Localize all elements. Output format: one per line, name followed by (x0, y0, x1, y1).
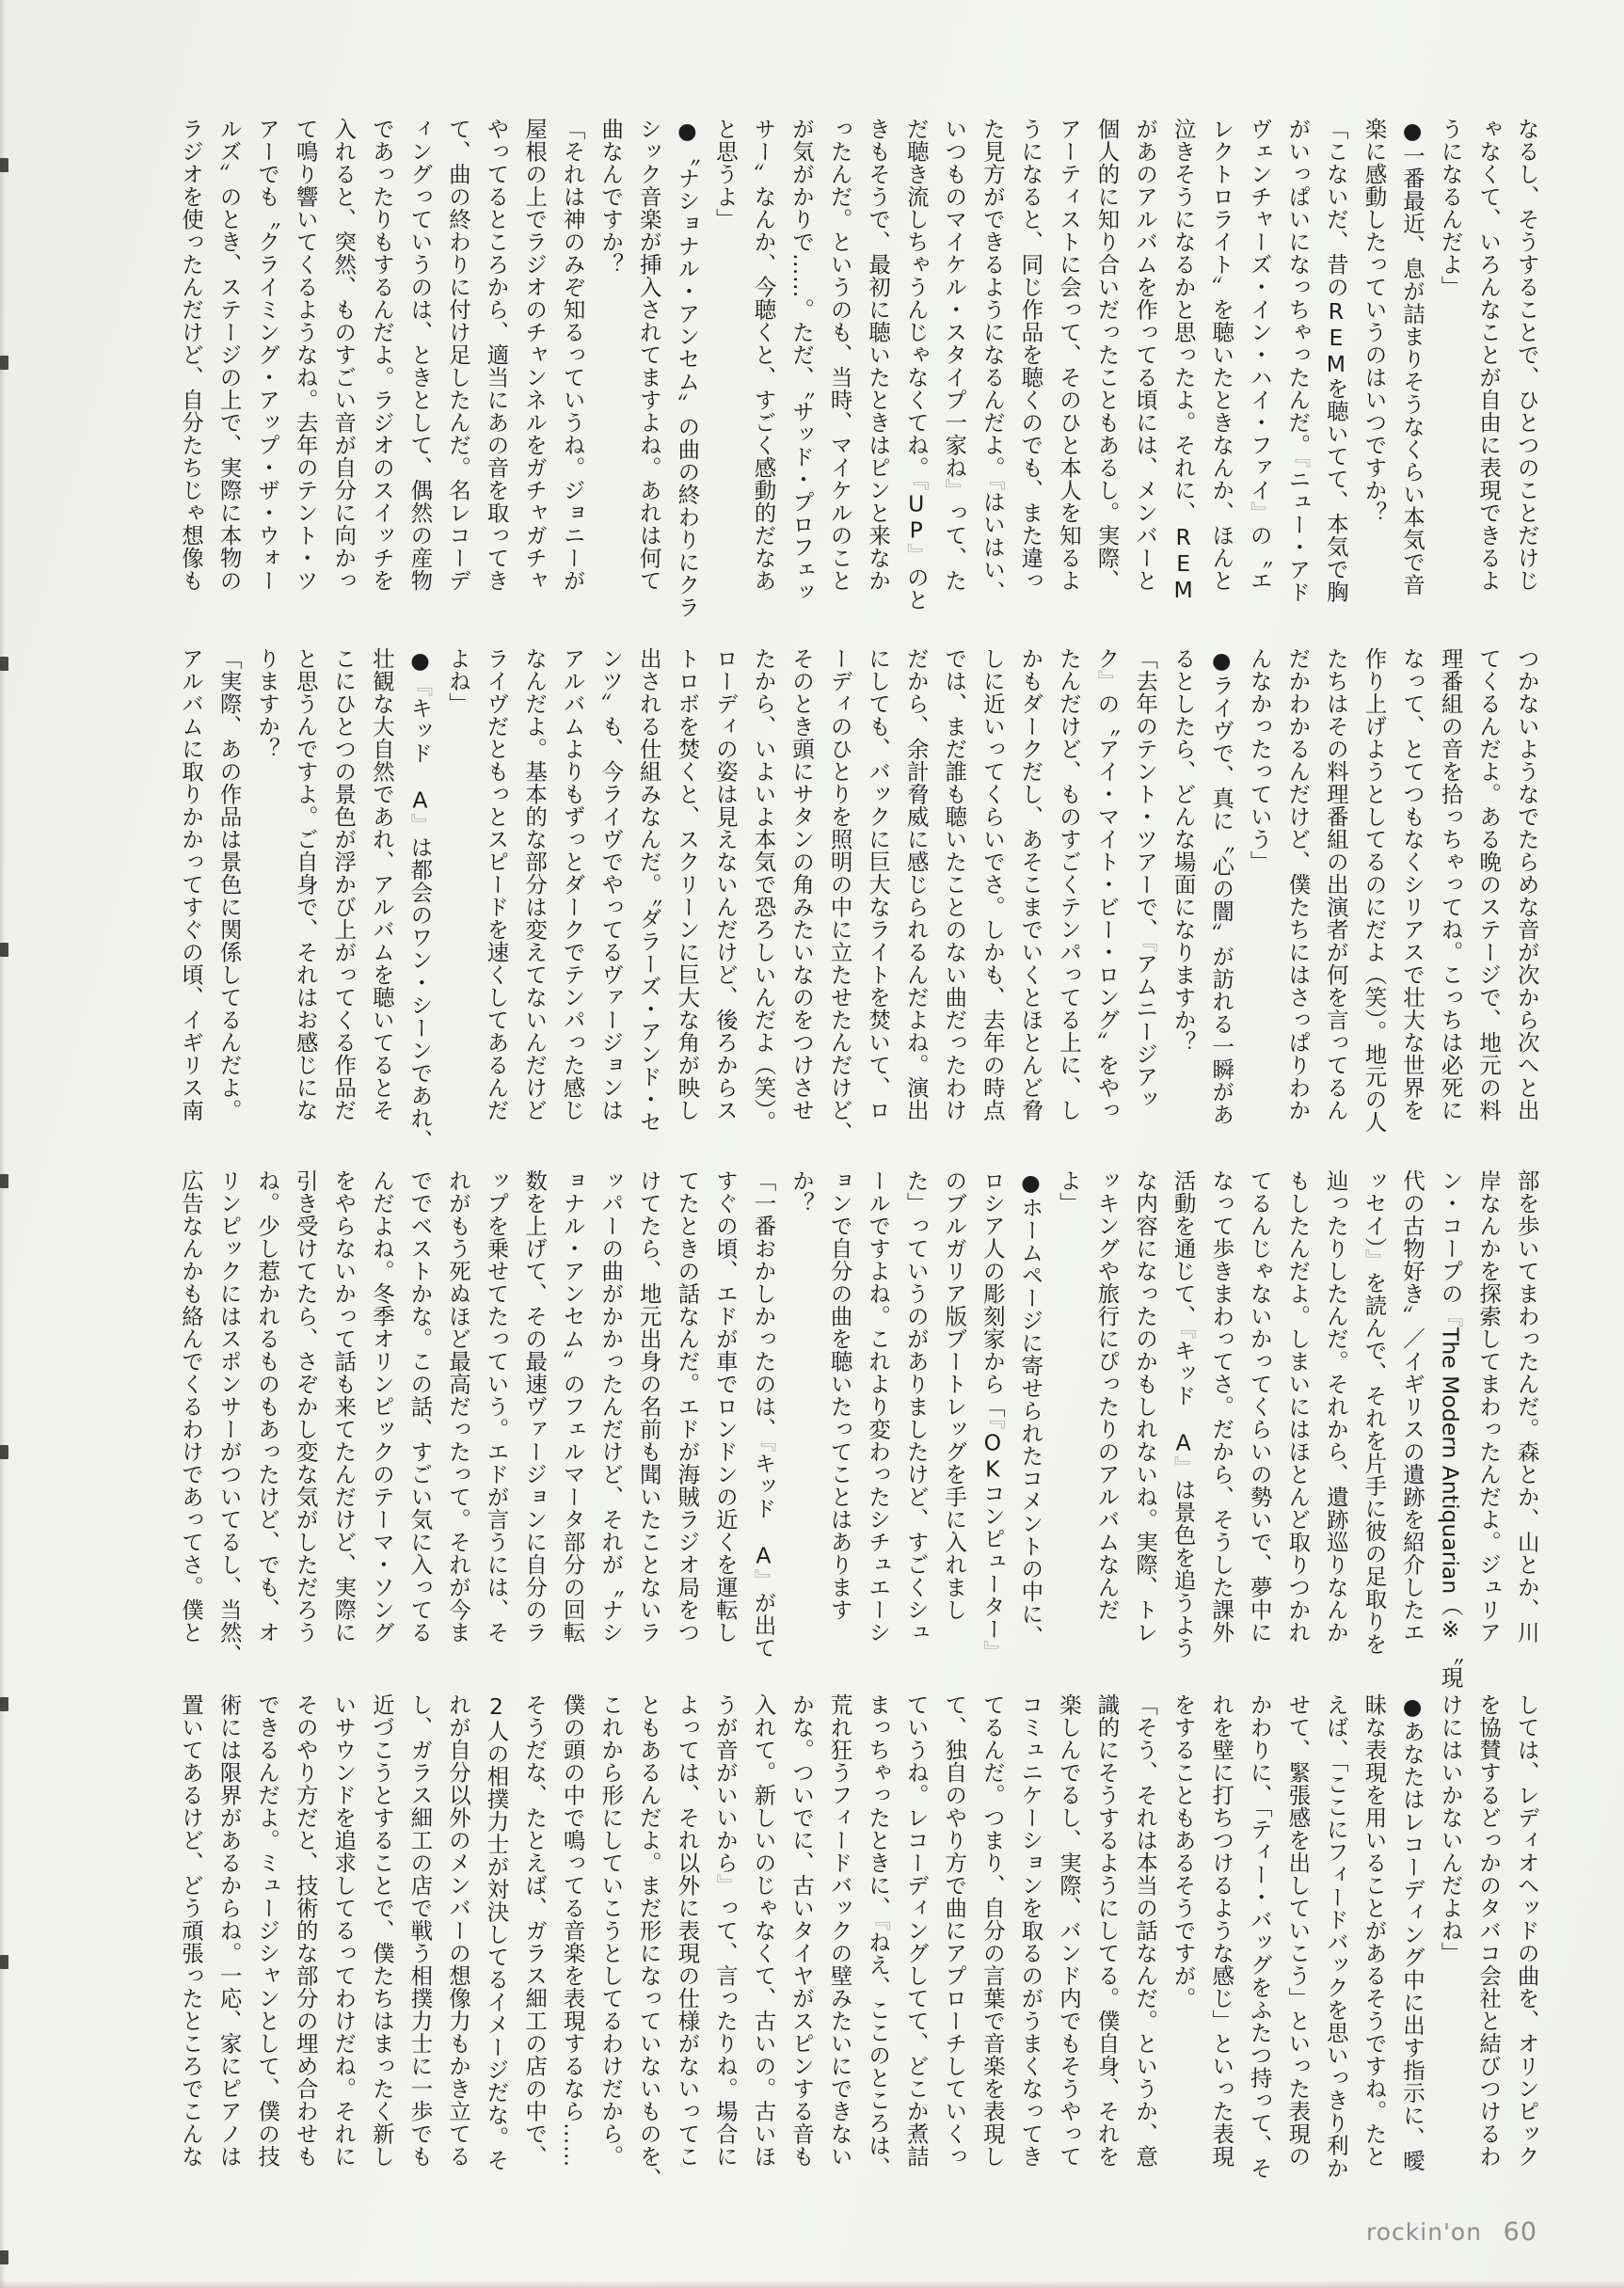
text-column: 出される仕組みなんだ。〝ダラーズ・アンド・セ (635, 647, 662, 1134)
text-column: ●ホームページに寄せられたコメントの中に、 (1017, 1169, 1044, 1648)
scan-edge-mark (0, 657, 8, 671)
text-column: がいっぱいになっちゃったんだ。『ニュー・アド (1284, 118, 1312, 604)
text-column: そのやり方だと、技術的な部分の埋め合わせも (292, 1693, 319, 2168)
text-column: 曲なんですか？ (597, 118, 625, 276)
scan-edge-mark (0, 158, 8, 172)
text-column: そのとき頭にサタンの角みたいなのをつけさせ (788, 647, 815, 1121)
text-column: けてたら、地元出身の名前も聞いたことないラ (635, 1169, 662, 1644)
text-column: れがもう死ぬほど最高だったって。それが今ま (444, 1169, 471, 1644)
text-column: りますか？ (254, 647, 281, 760)
text-column: ップを乗せてたっていう。エドが言うには、そ (483, 1169, 510, 1644)
text-column: ンツ〟も、今ライヴでやってるヴァージョンは (597, 647, 625, 1121)
text-column: ででベストかな。この話、すごい気に入ってる (406, 1169, 434, 1644)
scan-bottom-edge (0, 2280, 1624, 2288)
text-column: だから、余計脅威に感じられるんだよね。演出 (902, 647, 930, 1121)
text-column: 数を上げて、その最速ヴァージョンに自分のラ (521, 1169, 549, 1644)
text-column: 「実際、あの作品は景色に関係してるんだよ。 (215, 647, 243, 1121)
text-band-1 (178, 118, 1540, 619)
text-column: せて、緊張感を出していこう」といった表現の (1284, 1693, 1312, 2168)
text-column: 部を歩いてまわったんだ。森とか、山とか、川 (1513, 1169, 1540, 1644)
scan-edge-mark (0, 2250, 8, 2264)
text-column: ッセイ）』を読んで、それを片手に彼の足取りを (1361, 1169, 1388, 1656)
text-column: ルズ〟のとき、ステージの上で、実際に本物の (215, 118, 243, 592)
text-column: もしたんだよ。しまいにはほとんど取りつかれ (1284, 1169, 1312, 1644)
text-column: てたときの話なんだ。エドが海賊ラジオ局をつ (674, 1169, 701, 1644)
text-column: たから、いよいよ本気で恐ろしいんだよ（笑）。 (750, 647, 777, 1134)
text-column: ●ライヴで、真に〝心の闇〟が訪れる一瞬があ (1208, 647, 1235, 1126)
text-column: 作り上げようとしてるのにだよ（笑）。地元の人 (1361, 647, 1388, 1134)
scan-edge-mark (0, 1445, 8, 1459)
text-column: 辿ったりしたんだ。それから、遺跡巡りなんか (1322, 1169, 1349, 1644)
text-column: ールですよね。これより変わったシチュエーシ (865, 1169, 892, 1644)
text-column: よね」 (444, 647, 471, 715)
text-column: たんだけど、ものすごくテンパってる上に、し (1055, 647, 1082, 1121)
text-column: であったりもするんだよ。ラジオのスイッチを (368, 118, 395, 592)
text-column: ク』の〝アイ・マイト・ビー・ロング〟をやっ (1093, 647, 1121, 1121)
text-column: アルバムよりもずっとダークでテンパった感じ (559, 647, 586, 1121)
text-column: シック音楽が挿入されてますよね。あれは何て (635, 118, 662, 592)
text-column: て、独自のやり方で曲にアプローチしていくっ (941, 1693, 968, 2168)
text-column: よ」 (1055, 1169, 1082, 1215)
text-column: か？ (788, 1169, 815, 1215)
text-column: サー〟なんか、今聴くと、すごく感動的だなあ (750, 118, 777, 592)
text-column: まっちゃったときに、『ねえ、ここのところは、 (865, 1693, 892, 2180)
text-column: のブルガリア版ブートレッグを手に入れまし (941, 1169, 968, 1621)
text-column: ーディのひとりを照明の中に立たせたんだけど、 (826, 647, 853, 1144)
text-column: てるんだ。つまり、自分の言葉で音楽を表現し (979, 1693, 1006, 2168)
text-column: ローディの姿は見えないんだけど、後ろからス (711, 647, 739, 1121)
text-column: ●〝ナショナル・アンセム〟の曲の終わりにクラ (674, 118, 701, 619)
text-column: ョンで自分の曲を聴いたってことはあります (826, 1169, 853, 1621)
text-column: が気がかりで……。ただ、〝サッド・プロフェッ (788, 118, 815, 604)
text-column: 入れて。新しいのじゃなくて、古いの。古いほ (750, 1693, 777, 2168)
text-column: ていうね。レコーディングしてて、どこか煮詰 (902, 1693, 930, 2168)
text-column: をやらないかって話も来てたんだけど、実際に (330, 1169, 358, 1644)
scan-edge-shadow (0, 0, 6, 2288)
scan-edge-mark (0, 1697, 8, 1711)
text-column: 「こないだ、昔のREMを聴いてて、本気で胸 (1322, 118, 1349, 603)
text-column: しては、レディオヘッドの曲を、オリンピック (1513, 1693, 1540, 2168)
text-column: 「一番おかしかったのは、『キッド A』が出て (750, 1169, 777, 1660)
text-column: て、曲の終わりに付け足したんだ。名レコーデ (444, 118, 471, 592)
text-column: ったんだ。というのも、当時、マイケルのこと (826, 118, 853, 592)
text-column: 楽しんでるし、実際、バンド内でもそうやって (1055, 1693, 1082, 2168)
text-column: コミュニケーションを取るのがうまくなってき (1017, 1693, 1044, 2168)
text-column: だかわかるんだけど、僕たちにはさっぱりわか (1284, 647, 1312, 1121)
text-column: があのアルバムを作ってる頃には、メンバーと (1132, 118, 1159, 592)
text-column: なって、とてつもなくシリアスで壮大な世界を (1399, 647, 1425, 1121)
text-column: なって歩きまわってさ。だから、そうした課外 (1208, 1169, 1235, 1644)
scan-edge-mark (0, 1174, 8, 1188)
scan-edge-mark (0, 356, 8, 370)
text-column: いつものマイケル・スタイプ一家ね』って、た (941, 118, 968, 592)
text-column: と思うんですよ。ご自身で、それはお感じにな (292, 647, 319, 1121)
text-column: と思うよ」 (711, 118, 739, 230)
text-band-2 (178, 647, 1540, 1152)
text-column: 術には限界があるからね。一応、家にピアノは (215, 1693, 243, 2168)
text-column: 昧な表現を用いることがあるそうですね。たと (1361, 1693, 1388, 2168)
scan-edge-mark (0, 943, 8, 957)
text-column: ね。少し惹かれるものもあったけど、でも、オ (254, 1169, 281, 1644)
text-column: そうだな、たとえば、ガラス細工の店の中で、 (521, 1693, 549, 2168)
publication-name: rockin'on (1366, 2218, 1483, 2246)
text-column: ロシア人の彫刻家から「『OKコンピューター』 (979, 1169, 1006, 1663)
text-column: んだよね。冬季オリンピックのテーマ・ソング (368, 1169, 395, 1644)
text-column: アーティストに会って、そのひと本人を知るよ (1055, 118, 1082, 592)
text-column: 入れると、突然、ものすごい音が自分に向かっ (330, 118, 358, 592)
text-column: るとしたら、どんな場面になりますか？ (1170, 647, 1197, 1054)
text-column: ッパーの曲がかかったんだけど、それが〝ナシ (597, 1169, 625, 1644)
text-band-4 (178, 1693, 1540, 2190)
text-column: こにひとつの景色が浮かび上がってくる作品だ (330, 647, 358, 1121)
footer (1366, 2217, 1537, 2247)
text-column: かわりに、「ティー・バッグをふたつ持って、そ (1246, 1693, 1273, 2180)
text-column: 屋根の上でラジオのチャンネルをガチャガチャ (521, 118, 549, 592)
text-column: 僕の頭の中で鳴ってる音楽を表現するなら…… (559, 1693, 586, 2168)
text-column: 楽に感動したっていうのはいつですか？ (1361, 118, 1388, 524)
text-column: ●『キッド A』は都会のワン・シーンであれ、 (406, 647, 434, 1152)
text-column: 活動を通じて、『キッド A』は景色を追うよう (1170, 1169, 1197, 1660)
text-column: ィングっていうのは、ときとして、偶然の産物 (406, 118, 434, 592)
text-column: し、ガラス細工の店で戦う相撲力士に一歩でも (406, 1693, 434, 2168)
text-column: を協賛するどっかのタバコ会社と結びつけるわ (1475, 1693, 1503, 2168)
text-column: えば、「ここにフィードバックを思いっきり利か (1322, 1693, 1349, 2180)
text-column: レクトロライト〟を聴いたときなんか、ほんと (1208, 118, 1235, 592)
text-column: トロボを焚くと、スクリーンに巨大な角が映し (674, 647, 701, 1121)
text-column: すぐの頃、エドが車でロンドンの近くを運転し (711, 1169, 739, 1644)
text-column: た」っていうのがありましたけど、すごくシュ (902, 1169, 930, 1644)
text-column: んなかったっていう」 (1246, 647, 1273, 873)
text-column: れが自分以外のメンバーの想像力もかき立てる (444, 1693, 471, 2168)
text-column: つかないようなでたらめな音が次から次へと出 (1513, 647, 1540, 1121)
text-column: ●あなたはレコーディング中に出す指示に、曖 (1399, 1693, 1425, 2172)
text-column: 泣きそうになるかと思ったよ。それに、REM (1170, 118, 1197, 603)
text-column: しに近いってくらいでさ。しかも、去年の時点 (979, 647, 1006, 1121)
text-column: だ聴き流しちゃうんじゃなくてね。『UP』のと (902, 118, 930, 612)
text-column: 「それは神のみぞ知るっていうね。ジョニーが (559, 118, 586, 592)
scan-edge-mark (0, 1955, 8, 1969)
text-column: ラジオを使ったんだけど、自分たちじゃ想像も (178, 118, 204, 592)
text-column: なんだよ。基本的な部分は変えてないんだけど (521, 647, 549, 1121)
text-column: なるし、そうすることで、ひとつのことだけじ (1513, 118, 1540, 592)
text-column: かな。ついでに、古いタイヤがスピンする音も (788, 1693, 815, 2168)
text-column: 個人的に知り合いだったこともあるし。実際、 (1093, 118, 1121, 592)
text-column: これから形にしていこうとしてるわけだから。 (597, 1693, 625, 2168)
text-column: ッキングや旅行にぴったりのアルバムなんだ (1093, 1169, 1121, 1621)
text-column: 壮観な大自然であれ、アルバムを聴いてるとそ (368, 647, 395, 1121)
text-column: ●一番最近、息が詰まりそうなくらい本気で音 (1399, 118, 1425, 596)
text-column: な内容になったのかもしれないね。実際、トレ (1132, 1169, 1159, 1644)
text-column: きもそうで、最初に聴いたときはピンと来なか (865, 118, 892, 592)
text-column: かもダークだし、あそこまでいくとほとんど脅 (1017, 647, 1044, 1121)
text-column: できるんだよ。ミュージシャンとして、僕の技 (254, 1693, 281, 2168)
text-column: 近づこうとすることで、僕たちはまったく新し (368, 1693, 395, 2168)
text-column: てくるんだよ。ある晩のステージで、地元の料 (1475, 647, 1503, 1121)
text-column: 代の古物好き〟／イギリスの遺跡を紹介したエ (1399, 1169, 1425, 1644)
text-column: 置いてあるけど、どう頑張ったところでこんな (178, 1693, 204, 2168)
text-column: よっては、それ以外に表現の仕様がないってこ (674, 1693, 701, 2168)
text-column: てるんじゃないかってくらいの勢いで、夢中に (1246, 1169, 1273, 1644)
text-column: 識的にそうするようにしてる。僕自身、それを (1093, 1693, 1121, 2168)
text-column: れを壁に打ちつけるような感じ」といった表現 (1208, 1693, 1235, 2168)
text-column: では、まだ誰も聴いたことのない曲だったわけ (941, 647, 968, 1121)
text-column: けにはいかないんだよね」 (1437, 1693, 1464, 1964)
text-column: アーでも〝クライミング・アップ・ザ・ウォー (254, 118, 281, 592)
text-column: にしても、バックに巨大なライトを焚いて、ロ (865, 647, 892, 1121)
text-column: 理番組の音を拾っちゃってね。こっちは必死に (1437, 647, 1464, 1121)
text-column: ン・コープの『The Modern Antiquarian（※〝現 (1437, 1169, 1464, 1689)
text-band-3 (178, 1169, 1540, 1689)
text-column: 荒れ狂うフィードバックの壁みたいにできない (826, 1693, 853, 2168)
text-column: たちはその料理番組の出演者が何を言ってるん (1322, 647, 1349, 1121)
text-column: て鳴り響いてくるようなね。去年のテント・ツ (292, 118, 319, 592)
text-column: いサウンドを追求してるってわけだね。それに (330, 1693, 358, 2168)
text-column: ライヴだともっとスピードを速くしてあるんだ (483, 647, 510, 1121)
text-column: ヴェンチャーズ・イン・ハイ・ファイ』の〝エ (1246, 118, 1273, 592)
text-column: うになると、同じ作品を聴くのでも、また違っ (1017, 118, 1044, 592)
text-column: ゃなくて、いろんなことが自由に表現できるよ (1475, 118, 1503, 592)
text-column: アルバムに取りかかってすぐの頃、イギリス南 (178, 647, 204, 1121)
text-column: 2人の相撲力士が対決してるイメージだな。そ (483, 1693, 510, 2171)
text-column: た見方ができるようになるんだよ。『はいはい、 (979, 118, 1006, 604)
text-column: ョナル・アンセム〟のフェルマータ部分の回転 (559, 1169, 586, 1644)
text-column: ともあるんだよ。まだ形になっていないものを、 (635, 1693, 662, 2190)
text-column: うになるんだよ」 (1437, 118, 1464, 298)
text-column: 広告なんかも絡んでくるわけであってさ。僕と (178, 1169, 204, 1644)
text-column: やってるところから、適当にあの音を取ってき (483, 118, 510, 592)
text-column: をすることもあるそうですが。 (1170, 1693, 1197, 2010)
text-column: 引き受けてたら、さぞかし変な気がしただろう (292, 1169, 319, 1644)
text-column: 「去年のテント・ツアーで、『アムニージアッ (1132, 647, 1159, 1111)
text-column: 「そう、それは本当の話なんだ。というか、意 (1132, 1693, 1159, 2168)
text-column: 岸なんかを探索してまわったんだよ。ジュリア (1475, 1169, 1503, 1644)
page-number: 60 (1503, 2217, 1537, 2247)
text-column: うが音がいいから』って、言ったりね。場合に (711, 1693, 739, 2168)
text-column: リンピックにはスポンサーがついてるし、当然、 (215, 1169, 243, 1666)
